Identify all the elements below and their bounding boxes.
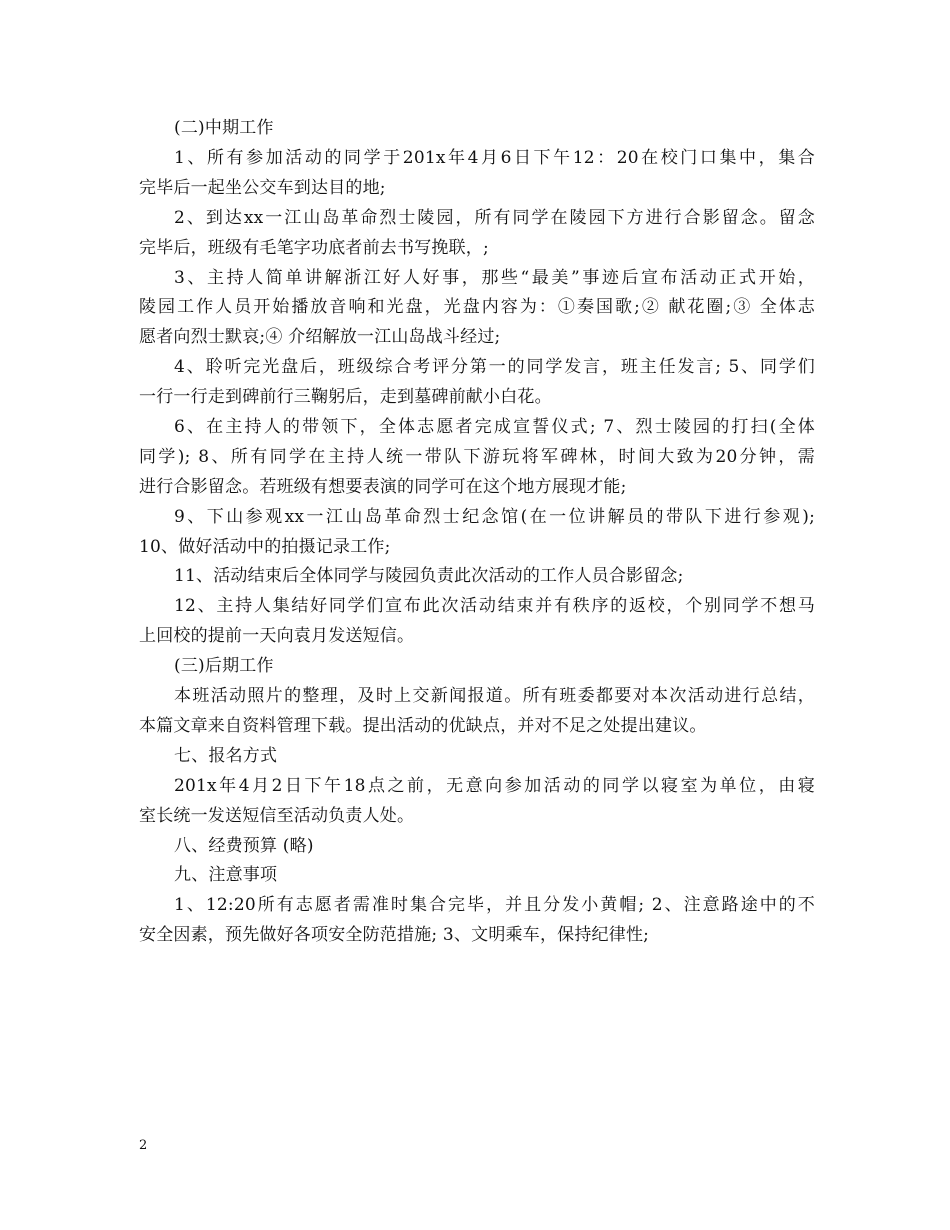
text-line: 2、到达xx一江山岛革命烈士陵园，所有同学在陵园下方进行合影留念。留念 [174,207,815,228]
text-line: 七、报名方式 [174,745,278,766]
text-line: 12、主持人集结好同学们宣布此次活动结束并有秩序的返校，个别同学不想马 [174,596,815,617]
text-line: 10、做好活动中的拍摄记录工作; [139,536,391,557]
document-body [139,114,815,951]
text-line: 九、注意事项 [174,865,278,886]
page-number: 2 [139,1138,148,1153]
text-line: 陵园工作人员开始播放音响和光盘，光盘内容为：①奏国歌;② 献花圈;③ 全体志 [139,297,815,318]
text-line: 4、聆听完光盘后，班级综合考评分第一的同学发言，班主任发言; 5、同学们 [174,357,815,378]
text-line: 一行一行走到碑前行三鞠躬后，走到墓碑前献小白花。 [139,387,552,408]
text-line: 安全因素，预先做好各项安全防范措施; 3、文明乘车，保持纪律性; [139,925,650,946]
text-line: 进行合影留念。若班级有想要表演的同学可在这个地方展现才能; [139,476,627,497]
text-line: 11、活动结束后全体同学与陵园负责此次活动的工作人员合影留念; [174,566,684,587]
text-line: 室长统一发送短信至活动负责人处。 [139,805,415,826]
text-line: 本篇文章来自资料管理下载。提出活动的优缺点，并对不足之处提出建议。 [139,715,707,736]
text-line: 八、经费预算 (略) [174,835,314,856]
text-line: 同学); 8、所有同学在主持人统一带队下游玩将军碑林，时间大致为20分钟，需 [139,446,815,467]
text-line: 1、所有参加活动的同学于201x年4月6日下午12：20在校门口集中，集合 [174,147,815,168]
text-line: 上回校的提前一天向袁月发送短信。 [139,626,415,647]
text-line: 201x年4月2日下午18点之前，无意向参加活动的同学以寝室为单位，由寝 [174,775,815,796]
text-line: 3、主持人简单讲解浙江好人好事，那些“最美”事迹后宣布活动正式开始， [174,267,815,288]
text-line: 完毕后一起坐公交车到达目的地; [139,177,386,198]
text-line: 1、12:20所有志愿者需准时集合完毕，并且分发小黄帽; 2、注意路途中的不 [174,895,815,916]
text-line: 6、在主持人的带领下，全体志愿者完成宣誓仪式; 7、烈士陵园的打扫(全体 [174,416,815,437]
text-line: 9、下山参观xx一江山岛革命烈士纪念馆(在一位讲解员的带队下进行参观); [174,506,815,527]
text-line: (三)后期工作 [174,656,274,677]
text-line: (二)中期工作 [174,118,274,138]
text-line: 本班活动照片的整理，及时上交新闻报道。所有班委都要对本次活动进行总结， [174,686,815,707]
text-line: 愿者向烈士默哀;④ 介绍解放一江山岛战斗经过; [139,327,501,348]
text-line: 完毕后，班级有毛笔字功底者前去书写挽联，; [139,237,489,258]
